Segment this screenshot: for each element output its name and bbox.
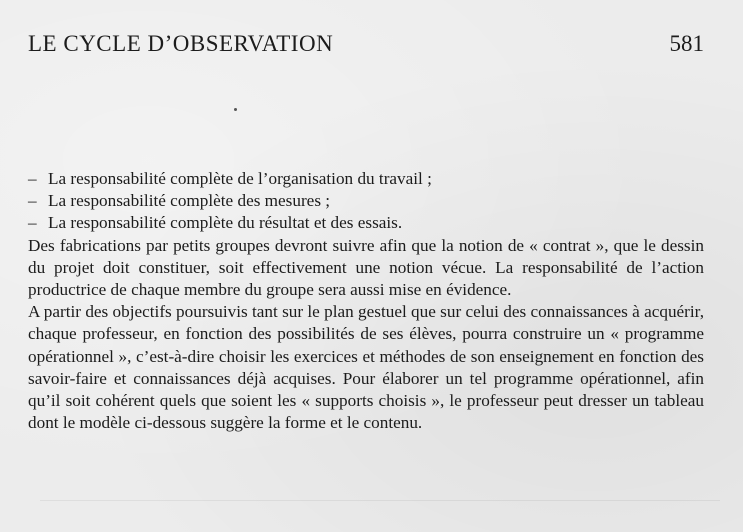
bullet-item [28, 190, 704, 212]
bullet-dash: – [28, 191, 37, 211]
paper-speck [234, 108, 237, 111]
bullet-dash: – [28, 169, 37, 188]
bullet-item [28, 212, 704, 234]
faint-table-edge [40, 500, 720, 531]
paragraph: Des fabrications par petits groupes devront suivre afin que la notion de « contrat », que le dessin du projet doit constituer, soit effectivement une notion vécue. La responsabilité de l’action productrice de chaque membre du groupe sera aussi mise en évidence. [28, 235, 704, 300]
body-text [28, 168, 704, 434]
bullet-text: La responsabilité complète des mesures ; [48, 191, 331, 211]
page-number: 581 [669, 31, 704, 56]
bullet-text: La responsabilité complète du résultat et des essais. [48, 213, 403, 233]
chapter-title: LE CYCLE D’OBSERVATION [28, 31, 334, 56]
paragraph: A partir des objectifs poursuivis tant sur le plan gestuel que sur celui des connaissances à acquérir, chaque professeur, en fonction des possibilités de ses élèves, pourra construire un « programme opérationnel », c’est-à-dire choisir les exercices et méthodes de son enseignement en fonction des savoir-faire et connaissances déjà acquises. Pour élaborer un tel programme opérationnel, afin qu’il soit cohérent quels que soient les « supports choisis », le professeur peut dresser un tableau dont le modèle ci-dessous suggère la forme et le contenu. [28, 302, 704, 433]
bullet-dash: – [28, 213, 37, 233]
running-head [28, 28, 704, 62]
bullet-text: La responsabilité complète de l’organisation du travail ; [48, 169, 432, 188]
bullet-item [28, 168, 704, 190]
